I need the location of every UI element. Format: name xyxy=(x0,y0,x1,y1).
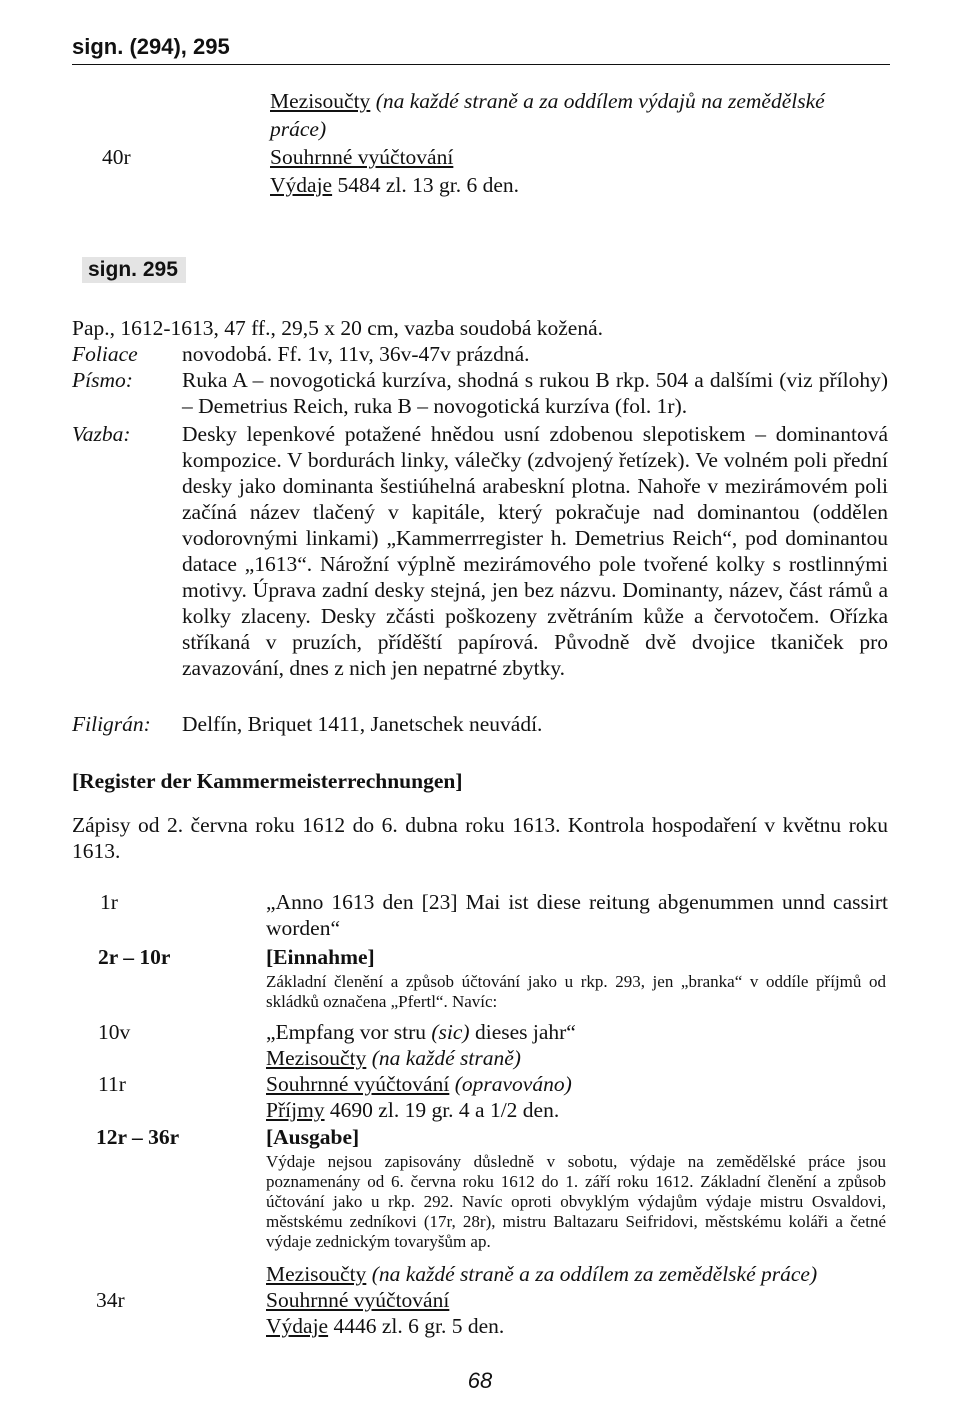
subtotals-label: Mezisoučty xyxy=(270,89,371,113)
entry-expenses xyxy=(266,1313,504,1339)
entry-income xyxy=(266,1097,559,1123)
vazba-label: Vazba: xyxy=(72,422,131,446)
pismo-text: Ruka A – novogotická kurzíva, shodná s rukou B rkp. 504 a dalšími (viz přílohy) – Demetrius Reich, ruka B – novogotická kurzíva (fol. 1r). xyxy=(182,368,888,418)
summary-label: Souhrnné vyúčtování xyxy=(266,1072,450,1096)
expenses-value: 4446 zl. 6 gr. 5 den. xyxy=(328,1314,505,1338)
entry-summary xyxy=(266,1071,572,1097)
foliace-label: Foliace xyxy=(72,342,138,366)
entry-folio: 12r – 36r xyxy=(96,1125,180,1149)
expenses-label: Výdaje xyxy=(270,173,333,197)
folio-40r: 40r xyxy=(102,145,131,169)
expenses-label: Výdaje xyxy=(266,1314,329,1338)
entry-note: Základní členění a způsob účtování jako u rkp. 293, jen „branka“ v oddíle příjmů od skládků označena „Pfertl“. Navíc: xyxy=(266,972,886,1011)
entry-folio: 10v xyxy=(98,1020,131,1044)
filigran-text: Delfín, Briquet 1411, Janetschek neuvádí. xyxy=(182,712,543,736)
top-line-1 xyxy=(270,88,825,114)
entry-subtotals xyxy=(266,1045,521,1071)
register-intro: Zápisy od 2. června roku 1612 do 6. dubna roku 1613. Kontrola hospodaření v květnu roku 1613. xyxy=(72,813,888,863)
section-heading: sign. 295 xyxy=(82,257,186,283)
header-rule xyxy=(72,64,890,65)
vazba-text: Desky lepenkové potažené hnědou usní zdobenou slepotiskem – dominantová kompozice. V bordurách linky, válečky (zdvojený řetízek). Ve volném poli přední desky jako dominanta šestiúhelná arabeskní plotna. Nahoře v mezirámovém poli začíná název tlačený v kapitále, který pokračuje nad dominantou (oddělen vodorovnými linkami) „Kammerrregister h. Demetrius Reich“, pod dominantou datace „1613“. Nárožní výplně mezirámového pole tvořené kolky s rostlinnými motivy. Úprava zadní desky stejná, jen bez názvu. Dominanty, název, část rámů a kolky zlaceny. Desky zčásti poškozeny zvětráním kůže a červotočem. Ořízka stříkaná v pruzích, příděští papírová. Původně dvě dvojice tkaniček pro zavazování, dnes z nich jen nepatrné zbytky. xyxy=(182,422,888,680)
subtotals-note: (na každé straně a za oddílem za zemědělské práce) xyxy=(366,1262,818,1286)
register-title: [Register der Kammermeisterrechnungen] xyxy=(72,769,463,793)
income-label: Příjmy xyxy=(266,1098,325,1122)
pap-line: Pap., 1612-1613, 47 ff., 29,5 x 20 cm, vazba soudobá kožená. xyxy=(72,316,604,340)
income-value: 4690 zl. 19 gr. 4 a 1/2 den. xyxy=(324,1098,560,1122)
foliace-text: novodobá. Ff. 1v, 11v, 36v-47v prázdná. xyxy=(182,342,530,366)
subtotals-label: Mezisoučty xyxy=(266,1046,367,1070)
entry-folio: 2r – 10r xyxy=(98,945,171,969)
entry-title: [Ausgabe] xyxy=(266,1125,360,1149)
entry-text: „Anno 1613 den [23] Mai ist diese reitung abgenummen unnd cassirt worden“ xyxy=(266,890,888,940)
entry-folio: 11r xyxy=(98,1072,126,1096)
entry-subtotals xyxy=(266,1261,817,1287)
entry-text xyxy=(266,1019,576,1045)
subtotals-label: Mezisoučty xyxy=(266,1262,367,1286)
page-number: 68 xyxy=(467,1368,493,1393)
pismo-label: Písmo: xyxy=(72,368,133,392)
subtotals-note: (na každé straně a za oddílem výdajů na zemědělské xyxy=(370,89,825,113)
summary-note: (opravováno) xyxy=(449,1072,572,1096)
entry-note: Výdaje nejsou zapisovány důsledně v sobotu, výdaje na zemědělské práce jsou poznamenány od 6. června roku 1612 do 1. září roku 1612. Základní členění a způsob účtování jako u rkp. 292. Navíc oproti obvyklým výdajům výdaje mistru Osvaldovi, městskému zedníkovi (17r, 28r), mistru Baltazaru Seifridovi, městskému koláři a četné výdaje zednickým tovaryšům ap. xyxy=(266,1152,886,1251)
summary-label: Souhrnné vyúčtování xyxy=(270,145,454,169)
entry-text-a: „Empfang vor stru xyxy=(266,1020,432,1044)
filigran-label: Filigrán: xyxy=(72,712,151,736)
sic-mark: (sic) xyxy=(431,1020,470,1044)
summary-label: Souhrnné vyúčtování xyxy=(266,1288,450,1312)
top-line-2: práce) xyxy=(270,117,327,141)
expenses-line xyxy=(270,172,519,198)
running-header: sign. (294), 295 xyxy=(72,34,230,59)
subtotals-note: (na každé straně) xyxy=(366,1046,521,1070)
entry-title: [Einnahme] xyxy=(266,945,375,969)
entry-folio: 1r xyxy=(100,890,118,914)
expenses-value: 5484 zl. 13 gr. 6 den. xyxy=(332,173,520,197)
entry-text-b: dieses jahr“ xyxy=(469,1020,576,1044)
entry-folio: 34r xyxy=(96,1288,125,1312)
